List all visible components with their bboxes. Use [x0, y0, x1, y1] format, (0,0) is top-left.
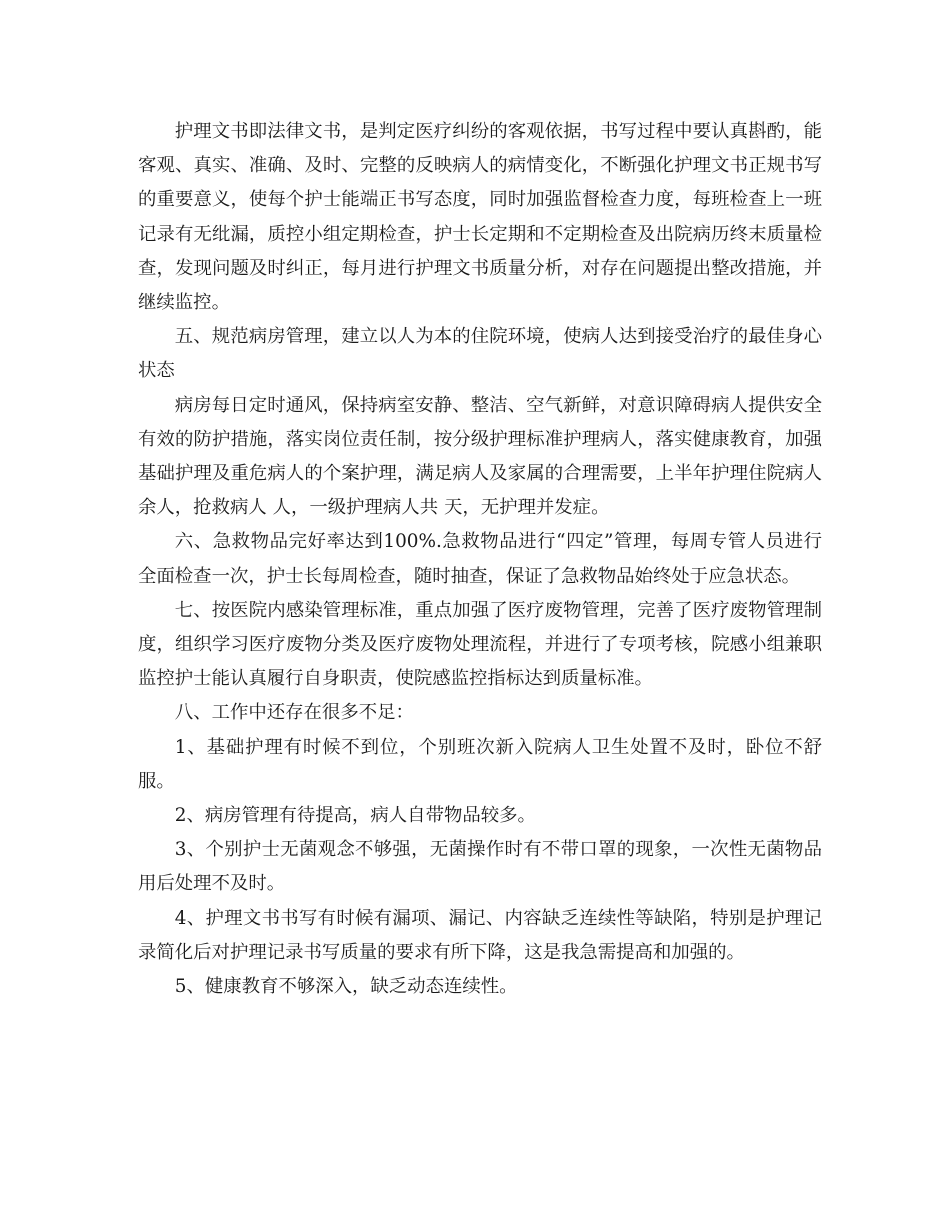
paragraph-emergency-supplies: 六、急救物品完好率达到100%.急救物品进行“四定”管理，每周专管人员进行全面检查一次，护士长每周检查，随时抽查，保证了急救物品始终处于应急状态。 — [138, 531, 822, 587]
paragraph-ward-management: 病房每日定时通风，保持病室安静、整洁、空气新鲜，对意识障碍病人提供安全有效的防护措施，落实岗位责任制，按分级护理标准护理病人，落实健康教育，加强基础护理及重危病人的个案护理，满足病人及家属的合理需要，上半年护理住院病人 余人，抢救病人 人，一级护理病人共 天，无护理并发症。 — [138, 394, 822, 519]
paragraph-infection-control: 七、按医院内感染管理标准，重点加强了医疗废物管理，完善了医疗废物管理制度，组织学习医疗废物分类及医疗废物处理流程，并进行了专项考核，院感小组兼职监控护士能认真履行自身职责，使院感监控指标达到质量标准。 — [138, 599, 822, 690]
heading-shortcomings: 八、工作中还存在很多不足： — [174, 702, 414, 724]
list-item-shortcoming-1: 1、基础护理有时候不到位，个别班次新入院病人卫生处置不及时，卧位不舒服。 — [138, 736, 822, 792]
list-item-shortcoming-3: 3、个别护士无菌观念不够强，无菌操作时有不带口罩的现象，一次性无菌物品用后处理不及时。 — [138, 839, 822, 895]
list-item-shortcoming-2: 2、病房管理有待提高，病人自带物品较多。 — [174, 805, 536, 827]
document-body — [138, 115, 822, 1004]
paragraph-nursing-documents: 护理文书即法律文书，是判定医疗纠纷的客观依据，书写过程中要认真斟酌，能客观、真实、准确、及时、完整的反映病人的病情变化，不断强化护理文书正规书写的重要意义，使每个护士能端正书写态度，同时加强监督检查力度，每班检查上一班记录有无纰漏，质控小组定期检查，护士长定期和不定期检查及出院病历终末质量检查，发现问题及时纠正，每月进行护理文书质量分析，对存在问题提出整改措施，并继续监控。 — [138, 121, 822, 314]
list-item-shortcoming-4: 4、护理文书书写有时候有漏项、漏记、内容缺乏连续性等缺陷，特别是护理记录简化后对护理记录书写质量的要求有所下降，这是我急需提高和加强的。 — [138, 907, 822, 963]
list-item-shortcoming-5: 5、健康教育不够深入，缺乏动态连续性。 — [174, 976, 518, 998]
heading-ward-management: 五、规范病房管理，建立以人为本的住院环境，使病人达到接受治疗的最佳身心状态 — [138, 326, 822, 382]
